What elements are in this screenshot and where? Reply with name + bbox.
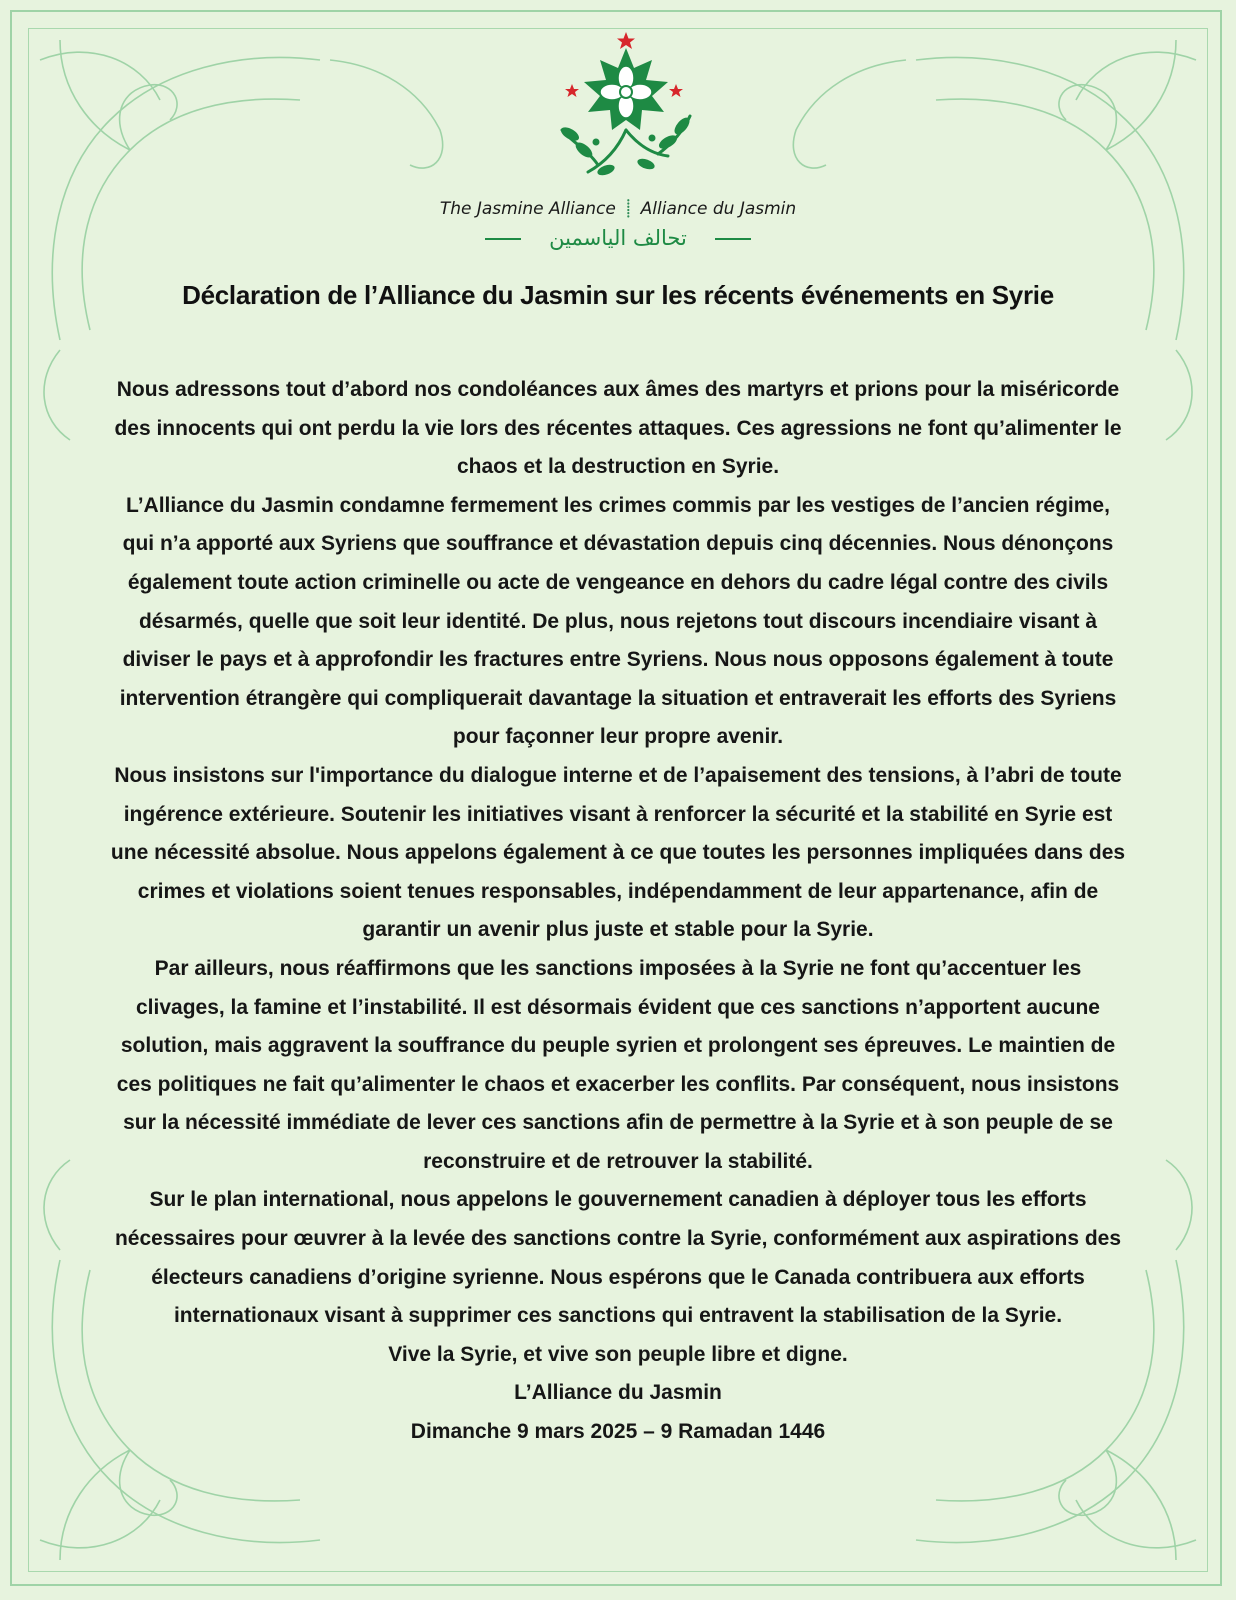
date-line: Dimanche 9 mars 2025 – 9 Ramadan 1446 — [410, 1420, 826, 1444]
brand-arabic-row — [0, 226, 1236, 250]
paragraph-condolences: Nous adressons tout d’abord nos condoléances aux âmes des martyrs et prions pour la miséricorde des innocents qui ont perdu la vie lors des récentes attaques. Ces agressions ne font qu’alimenter le chaos et la destruction en Syrie. — [114, 378, 1122, 479]
jasmine-stem-icon: ⸽ — [626, 199, 631, 219]
brand-line — [0, 196, 1236, 219]
brand-english: The Jasmine Alliance — [439, 199, 616, 219]
page-title: Déclaration de l’Alliance du Jasmin sur les récents événements en Syrie — [182, 280, 1054, 310]
brand-arabic: تحالف الياسمين — [549, 226, 687, 250]
divider-left — [485, 238, 521, 240]
closing-slogan: Vive la Syrie, et vive son peuple libre et digne. — [388, 1342, 848, 1366]
divider-right — [715, 238, 751, 240]
declaration-body — [110, 371, 1126, 1452]
paragraph-sanctions: Par ailleurs, nous réaffirmons que les sanctions imposées à la Syrie ne font qu’accentuer les clivages, la famine et l’instabilité. Il est désormais évident que ces sanctions n’apportent aucune solution, mais aggravent la souffrance du peuple syrien et prolongent ses épreuves. Le maintien de ces politiques ne fait qu’alimenter le chaos et exacerber les conflits. Par conséquent, nous insistons sur la nécessité immédiate de lever ces sanctions afin de permettre à la Syrie et à son peuple de se reconstruire et de retrouver la stabilité. — [116, 956, 1120, 1173]
jasmine-logo-icon — [548, 30, 704, 190]
brand-french: Alliance du Jasmin — [640, 199, 797, 219]
signature: L’Alliance du Jasmin — [514, 1381, 722, 1405]
paragraph-canada: Sur le plan international, nous appelons le gouvernement canadien à déployer tous les efforts nécessaires pour œuvrer à la levée des sanctions contre la Syrie, conformément aux aspirations des électeurs canadiens d’origine syrienne. Nous espérons que le Canada contribuera aux efforts internationaux visant à supprimer ces sanctions qui entravent la stabilisation de la Syrie. — [114, 1188, 1122, 1328]
paragraph-dialogue: Nous insistons sur l'importance du dialogue interne et de l’apaisement des tensions, à l’abri de toute ingérence extérieure. Soutenir les initiatives visant à renforcer la sécurité et la stabilité en Syrie est une nécessité absolue. Nous appelons également à ce que toutes les personnes impliquées dans des crimes et violations soient tenues responsables, indépendamment de leur appartenance, afin de garantir un avenir plus juste et stable pour la Syrie. — [110, 763, 1126, 942]
paragraph-condemnation: L’Alliance du Jasmin condamne fermement les crimes commis par les vestiges de l’ancien régime, qui n’a apporté aux Syriens que souffrance et dévastation depuis cinq décennies. Nous dénonçons également toute action criminelle ou acte de vengeance en dehors du cadre légal contre des civils désarmés, quelle que soit leur identité. De plus, nous rejetons tout discours incendiaire visant à diviser le pays et à approfondir les fractures entre Syriens. Nous nous opposons également à toute intervention étrangère qui compliquerait davantage la situation et entraverait les efforts des Syriens pour façonner leur propre avenir. — [119, 493, 1117, 749]
